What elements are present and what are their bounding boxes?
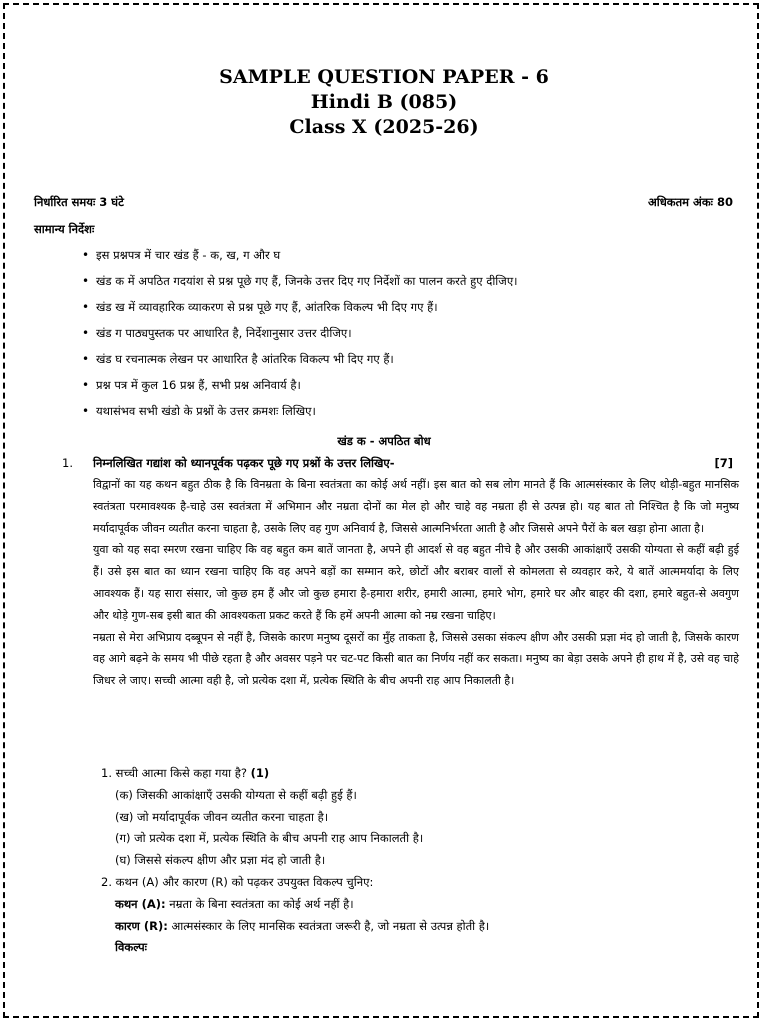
option-gha: (घ) जिससे संकल्प क्षीण और प्रज्ञा मंद हो जाती है। — [115, 853, 326, 867]
instruction-item: • यथासंभव सभी खंडो के प्रश्नों के उत्तर क्रमशः लिखिए। — [96, 402, 736, 428]
instruction-item: • खंड क में अपठित गदयांश से प्रश्न पूछे गए हैं, जिनके उत्तर दिए गए निर्देशों का पालन करते हुए दीजिए। — [96, 272, 736, 298]
subject-title: Hindi B (085) — [310, 91, 458, 113]
assertion-text: नम्रता के बिना स्वतंत्रता का कोई अर्थ नहीं है। — [169, 897, 354, 911]
general-instructions-heading: सामान्य निर्देशः — [34, 222, 95, 236]
passage-paragraph: नम्रता से मेरा अभिप्राय दब्बूपन से नहीं है, जिसके कारण मनुष्य दूसरों का मुँह ताकता है, जिससे उसका संकल्प क्षीण और उसकी प्रज्ञा मंद हो जाती है, जिसके कारण वह आगे बढ़ने के समय भी पीछे रहता है और अवसर पड़ने पर चट-पट किसी बात का निर्णय नहीं कर सकता। मनुष्य का बेड़ा उसके अपने ही हाथ में है, उसे वह चाहे जिधर ले जाए। सच्ची आत्मा वही है, जो प्रत्येक दशा में, प्रत्येक स्थिति के बीच अपनी राह आप निकालती है। — [93, 630, 739, 688]
class-title: Class X (2025-26) — [289, 116, 479, 138]
subquestion-1 — [101, 766, 269, 781]
passage-paragraph: युवा को यह सदा स्मरण रखना चाहिए कि वह बहुत कम बातें जानता है, अपने ही आदर्श से वह बहुत नीचे है और उसकी आकांक्षाएँ उसकी योग्यता से कहीं बढ़ी हुई हैं। उसे इस बात का ध्यान रखना चाहिए कि वह अपने बड़ों का सम्मान करे, छोटों और बराबर वालों से कोमलता से व्यवहार करे, ये बातें आत्ममर्यादा के लिए आवश्यक हैं। यह सारा संसार, जो कुछ हम हैं और जो कुछ हमारा है-हमारा शरीर, हमारी आत्मा, हमारे भोग, हमारे घर और बाहर की दशा, हमारे बहुत-से अवगुण और थोड़े गुण-सब इसी बात की आवश्यकता प्रकट करते हैं कि हमें अपनी आत्मा को नम्र रखना चाहिए। — [93, 543, 739, 622]
instructions-list — [96, 246, 736, 428]
max-marks: अधिकतम अंकः 80 — [647, 195, 733, 209]
instruction-item: • प्रश्न पत्र में कुल 16 प्रश्न हैं, सभी प्रश्न अनिवार्य है। — [96, 376, 736, 402]
option-kha: (ख) जो मर्यादापूर्वक जीवन व्यतीत करना चाहता है। — [115, 810, 329, 824]
passage-paragraph: विद्वानों का यह कथन बहुत ठीक है कि विनम्रता के बिना स्वतंत्रता का कोई अर्थ नहीं। इस बात को सब लोग मानते हैं कि आत्मसंस्कार के लिए थोड़ी-बहुत मानसिक स्वतंत्रता परमावश्यक है-चाहे उस स्वतंत्रता में अभिमान और नम्रता दोनों का मेल हो और चाहे वह नम्रता ही से उत्पन्न हो। यह बात तो निश्चित है कि जो मनुष्य मर्यादापूर्वक जीवन व्यतीत करना चाहता है, उसके लिए वह गुण अनिवार्य है, जिससे आत्मनिर्भरता आती है और जिससे अपने पैरों के बल खड़ा होना आता है। — [93, 478, 739, 535]
passage — [93, 474, 739, 692]
option-ga: (ग) जो प्रत्येक दशा में, प्रत्येक स्थिति के बीच अपनी राह आप निकालती है। — [115, 831, 424, 845]
assertion-line — [115, 897, 354, 912]
section-heading: खंड क - अपठित बोध — [337, 434, 431, 448]
reason-label: कारण (R): — [115, 919, 168, 933]
options-label: विकल्पः — [115, 940, 147, 954]
reason-line — [115, 919, 489, 934]
subquestion-marks: (1) — [250, 766, 270, 780]
instruction-item: • खंड घ रचनात्मक लेखन पर आधारित है आंतरिक विकल्प भी दिए गए हैं। — [96, 350, 736, 376]
assertion-label: कथन (A): — [115, 897, 166, 911]
question-marks: [7] — [714, 456, 733, 470]
option-ka: (क) जिसकी आकांक्षाएँ उसकी योग्यता से कहीं बढ़ी हुई हैं। — [115, 788, 357, 802]
subquestion-2: 2. कथन (A) और कारण (R) को पढ़कर उपयुक्त विकल्प चुनिए: — [101, 875, 374, 889]
question-number: 1. — [62, 456, 73, 470]
instruction-item: • खंड ग पाठ्यपुस्तक पर आधारित है, निर्देशानुसार उत्तर दीजिए। — [96, 324, 736, 350]
subquestion-prompt: 1. सच्ची आत्मा किसे कहा गया है? — [101, 766, 247, 780]
paper-title: SAMPLE QUESTION PAPER - 6 — [219, 66, 549, 88]
question-text: निम्नलिखित गद्यांश को ध्यानपूर्वक पढ़कर पूछे गए प्रश्नों के उत्तर लिखिए- — [93, 456, 395, 470]
instruction-item: • इस प्रश्नपत्र में चार खंड हैं - क, ख, ग और घ — [96, 246, 736, 272]
time-allowed: निर्धारित समयः 3 घंटे — [34, 195, 124, 209]
reason-text: आत्मसंस्कार के लिए मानसिक स्वतंत्रता जरूरी है, जो नम्रता से उत्पन्न होती है। — [171, 919, 490, 933]
instruction-item: • खंड ख में व्यावहारिक व्याकरण से प्रश्न पूछे गए हैं, आंतरिक विकल्प भी दिए गए हैं। — [96, 298, 736, 324]
